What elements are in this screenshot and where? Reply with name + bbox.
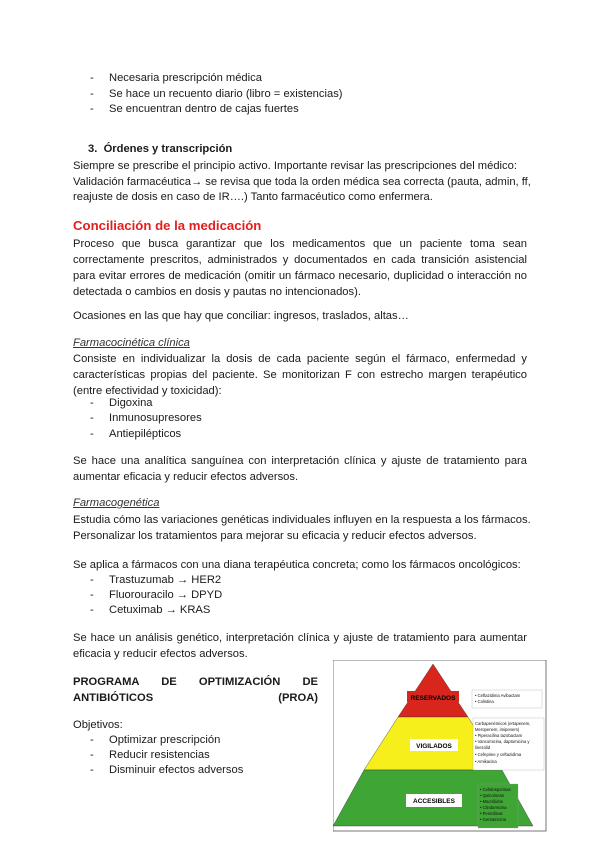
list-item: - Necesaria prescripción médica — [90, 72, 262, 84]
paragraph-line: Siempre se prescribe el principio activo. Importante revisar las prescripciones del médico: — [73, 160, 517, 172]
note-text: • Colistina — [475, 699, 494, 704]
list-item: - Antiepilépticos — [90, 428, 182, 440]
list-item: - Optimizar prescripción — [90, 734, 221, 746]
list-item: - Reducir resistencias — [90, 749, 210, 761]
pg-targets-intro: Se aplica a fármacos con una diana terapéutica concreta; como los fármacos oncológicos: — [73, 559, 521, 571]
conciliation-paragraph: Proceso que busca garantizar que los medicamentos que un paciente toma sean correctamente prescritos, administrados y documentados en cada transición asistencial para evitar errores de medicación (omitir un fármaco necesario, duplicidad o interacción no detectada o cambios en dosis y pautas no intencionados). — [73, 238, 527, 298]
list-item: - Disminuir efectos adversos — [90, 764, 244, 776]
list-item: - Se encuentran dentro de cajas fuertes — [90, 103, 299, 115]
subsection-heading-pg: Farmacogenética — [73, 497, 160, 509]
tier-label-monitored: VIGILADOS — [416, 743, 452, 750]
proa-heading: PROGRAMA DE OPTIMIZACIÓN DE ANTIBIÓTICOS (PROA) — [73, 676, 318, 704]
note-text: linezolid — [475, 745, 491, 750]
paragraph-line: reajuste de dosis en caso de IR….) Tanto farmacéutico como enfermera. — [73, 191, 433, 203]
paragraph-line: Estudia cómo las variaciones genéticas individuales influyen en la respuesta a los fármacos. — [73, 514, 531, 526]
note-text: Carbapenémicos (ertapenem, — [475, 721, 531, 726]
note-text: • Macrólidos — [480, 799, 503, 804]
list-item: - Inmunosupresores — [90, 412, 202, 424]
note-text: Meropenem, imipenem) — [475, 727, 520, 732]
note-text: • Clindamicina — [480, 805, 507, 810]
note-text: • Cefepime y ceftazidima — [475, 752, 522, 757]
section-heading-conciliation: Conciliación de la medicación — [73, 218, 262, 233]
list-item: - Se hace un recuento diario (libro = existencias) — [90, 88, 343, 100]
note-text: • Cefalosporinas — [480, 787, 511, 792]
conciliation-occasions: Ocasiones en las que hay que conciliar: ingresos, traslados, altas… — [73, 310, 409, 322]
pk-paragraph: Consiste en individualizar la dosis de cada paciente según el fármaco, enfermedad y características propias del paciente. Se monitorizan F con estrecho margen terapéutico (entre efectividad y toxicidad): — [73, 353, 527, 397]
pk-closing: Se hace una analítica sanguínea con interpretación clínica y ajuste de tratamiento para aumentar eficacia y reducir efectos adversos. — [73, 455, 527, 483]
note-text: • Ceftazidima Avibactam — [475, 693, 521, 698]
tier-label-accessible: ACCESIBLES — [413, 798, 455, 805]
section-heading-orders: 3. Órdenes y transcripción — [88, 143, 233, 155]
note-text: • Penicilinas — [480, 811, 503, 816]
list-item: - Cetuximab → KRAS — [90, 604, 211, 616]
tier-label-reserved: RESERVADOS — [410, 695, 456, 702]
list-item: - Trastuzumab → HER2 — [90, 574, 222, 586]
list-item: - Fluorouracilo → DPYD — [90, 589, 223, 601]
note-text: • Vancomicina, daptomicina y — [475, 739, 530, 744]
note-text: • Quinolonas — [480, 793, 504, 798]
subsection-heading-pk: Farmacocinética clínica — [73, 337, 190, 349]
note-text: • Gentamicina — [480, 817, 507, 822]
note-text: • Piperacilina tazobactam — [475, 733, 523, 738]
proa-objectives-label: Objetivos: — [73, 719, 123, 731]
pg-closing: Se hace un análisis genético, interpretación clínica y ajuste de tratamiento para aumentar eficacia y reducir efectos adversos. — [73, 632, 527, 660]
paragraph-line: Validación farmacéutica→ se revisa que toda la orden médica sea correcta (pauta, admin, ff, — [73, 176, 531, 188]
list-item: - Digoxina — [90, 397, 153, 409]
paragraph-line: Personalizar los tratamientos para mejorar su eficacia y reducir efectos adversos. — [73, 530, 477, 542]
proa-pyramid-figure — [333, 660, 547, 832]
note-text: • Amikacina — [475, 759, 497, 764]
